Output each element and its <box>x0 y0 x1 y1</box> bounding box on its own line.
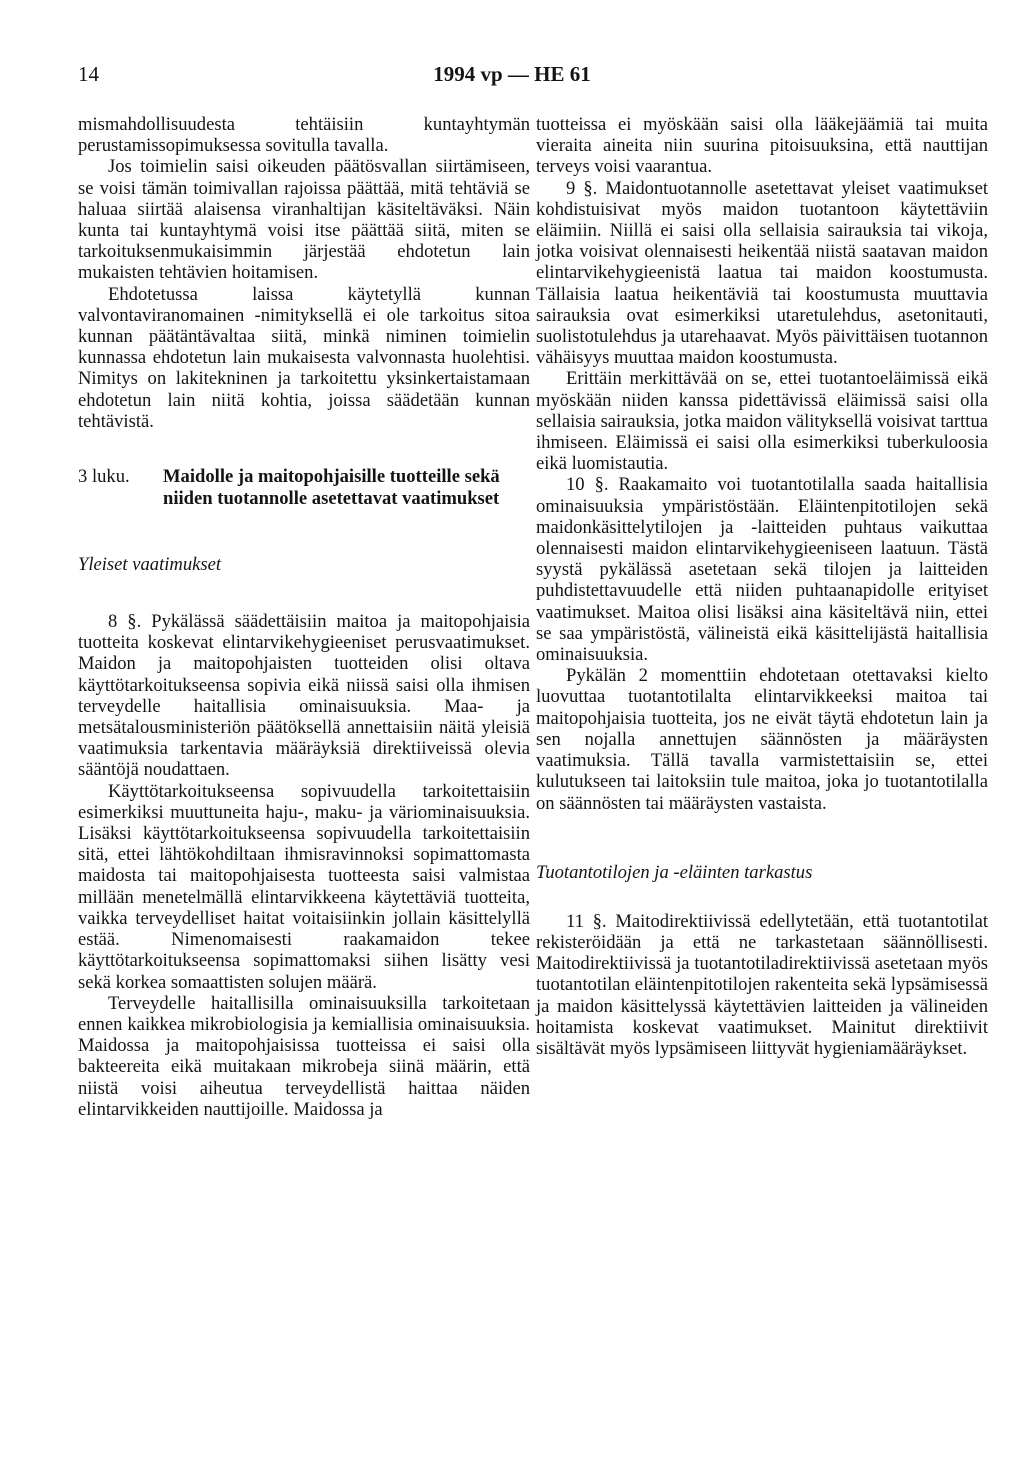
chapter-label: 3 luku. <box>78 466 130 488</box>
paragraph: 8 §. Pykälässä säädettäisiin maitoa ja maitopohjaisia tuotteita koskevat elintarvikehygieeniset perusvaatimukset. Maidon ja maitopohjaisten tuotteiden olisi oltava käyttötarkoitukseensa sopivia eikä niissä saisi olla ihmisen terveydelle haitallisia ominaisuuksia. Maa- ja metsätalousministeriön päätöksellä annettaisiin näitä yleisiä vaatimuksia tarkentavia määräyksiä direktiiveissä olevia sääntöjä noudattaen. <box>78 611 530 781</box>
right-column <box>536 114 988 1059</box>
section-subheading: Tuotantotilojen ja -eläinten tarkastus <box>536 861 813 883</box>
running-title: 1994 vp — HE 61 <box>433 62 591 86</box>
section-subheading: Yleiset vaatimukset <box>78 554 222 576</box>
paragraph: Jos toimielin saisi oikeuden päätösvallan siirtämiseen, se voisi tämän toimivallan rajoissa päättää, mitä tehtäviä se haluaa siirtää alaisensa viranhaltijan käsiteltäväksi. Näin kunta tai kuntayhtymä voisi itse päättää siitä, miten se tarkoituksenmukaisimmin järjestää ehdotetun lain mukaisten tehtävien hoitamisen. <box>78 156 530 284</box>
paragraph: Pykälän 2 momenttiin ehdotetaan otettavaksi kielto luovuttaa tuotantotilalta elintarvikkeeksi maitoa tai maitopohjaisia tuotteita, jos ne eivät täytä ehdotetun lain ja sen nojalla annettujen säännösten ja määräysten vaatimuksia. Tällä tavalla varmistettaisiin se, ettei kulutukseen tai laitoksiin tule maitoa, joka jo tuotantotilalla on säännösten tai määräysten vastaista. <box>536 665 988 814</box>
paragraph: Erittäin merkittävää on se, ettei tuotantoeläimissä eikä myöskään niiden kanssa pidettävissä eläimissä saisi olla sellaisia sairauksia, jotka maidon välityksellä voisivat tarttua ihmiseen. Eläimissä ei saisi olla esimerkiksi tuberkuloosia eikä luomistautia. <box>536 368 988 475</box>
paragraph: Terveydelle haitallisilla ominaisuuksilla tarkoitetaan ennen kaikkea mikrobiologisia ja kemiallisia ominaisuuksia. Maidossa ja maitopohjaisissa tuotteissa ei saisi olla bakteereita eikä muitakaan mikrobeja siinä määrin, että niistä voisi aiheutua terveydellistä haittaa näiden elintarvikkeiden nauttijoille. Maidossa ja <box>78 992 530 1120</box>
page-number: 14 <box>78 62 99 86</box>
paragraph: 9 §. Maidontuotannolle asetettavat yleiset vaatimukset kohdistuisivat myös maidon tuotantoon käytettäviin eläimiin. Niillä ei saisi olla sellaisia sairauksia tai vikoja, jotka voisivat olennaisesti heikentää niistä saatavan maidon elintarvikehygieenistä laatua tai maidon koostumusta. Tällaisia laatua heikentäviä tai koostumusta muuttavia sairauksia ovat esimerkiksi utaretulehdus, asetonitauti, suolistotulehdus ja utarehaavat. Myös päivittäisen tuotannon vähäisyys muuttaa maidon koostumusta. <box>536 177 988 369</box>
paragraph: Ehdotetussa laissa käytetyllä kunnan valvontaviranomainen -nimityksellä ei ole tarkoitus sitoa kunnan päätäntävaltaa siitä, minkä niminen toimielin kunnassa ehdotetun lain mukaisesta valvonnasta huolehtisi. Nimitys on lakitekninen ja tarkoitettu yksinkertaistamaan ehdotetun lain niitä kohtia, joissa säädetään kunnan tehtävistä. <box>78 283 530 432</box>
paragraph: 10 §. Raakamaito voi tuotantotilalla saada haitallisia ominaisuuksia ympäristöstään. Eläintenpitotilojen sekä maidonkäsittelytilojen ja -laitteiden puhtaus vaikuttaa olennaisesti maidon elintarvikehygieeniseen laatuun. Tästä syystä pykälässä asetetaan sekä tilojen ja laitteiden puhdistettavuudelle että niiden puhtaanapidolle erityiset vaatimukset. Maitoa olisi lisäksi aina käsiteltävä niin, ettei se saa ympäristöstä, välineistä eikä käsittelijästä haitallisia ominaisuuksia. <box>536 474 988 666</box>
paragraph: 11 §. Maitodirektiivissä edellytetään, että tuotantotilat rekisteröidään ja että ne tarkastetaan säännöllisesti. Maitodirektiivissä ja tuotantotiladirektiivissä asetetaan myös tuotantotilan eläintenpitotilojen rakenteita sekä lypsämisessä ja maidon käsittelyssä käytettävien laitteiden ja välineiden hoitamista koskevat vaatimukset. Mainitut direktiivit sisältävät myös lypsämiseen liittyvät hygieniamääräykset. <box>536 910 988 1059</box>
chapter-title: Maidolle ja maitopohjaisille tuotteille sekä niiden tuotannolle asetettavat vaatimukset <box>163 466 500 510</box>
paragraph: mismahdollisuudesta tehtäisiin kuntayhtymän perustamissopimuksessa sovitulla tavalla. <box>78 114 530 157</box>
paragraph: Käyttötarkoitukseensa sopivuudella tarkoitettaisiin esimerkiksi muuttuneita haju-, maku- ja väriominaisuuksia. Lisäksi käyttötarkoitukseensa sopivuudella tarkoitettaisiin sitä, ettei lähtökohdiltaan ihmisravinnoksi sopimattomasta maidosta tai maitopohjaisesta tuotteesta saisi valmistaa millään menetelmällä elintarvikkeena käytettäviä tuotteita, vaikka terveydelliset haitat voitaisiinkin jollain käsittelyllä estää. Nimenomaisesti raakamaidon tekee käyttötarkoitukseensa sopimattomaksi siihen lisätty vesi sekä korkea somaattisten solujen määrä. <box>78 780 530 993</box>
paragraph: tuotteissa ei myöskään saisi olla lääkejäämiä tai muita vieraita aineita niin suurina pitoisuuksina, että nauttijan terveys voisi vaarantua. <box>536 114 988 178</box>
page-header <box>0 62 1024 92</box>
left-column <box>78 114 530 1120</box>
chapter-heading <box>78 466 530 510</box>
